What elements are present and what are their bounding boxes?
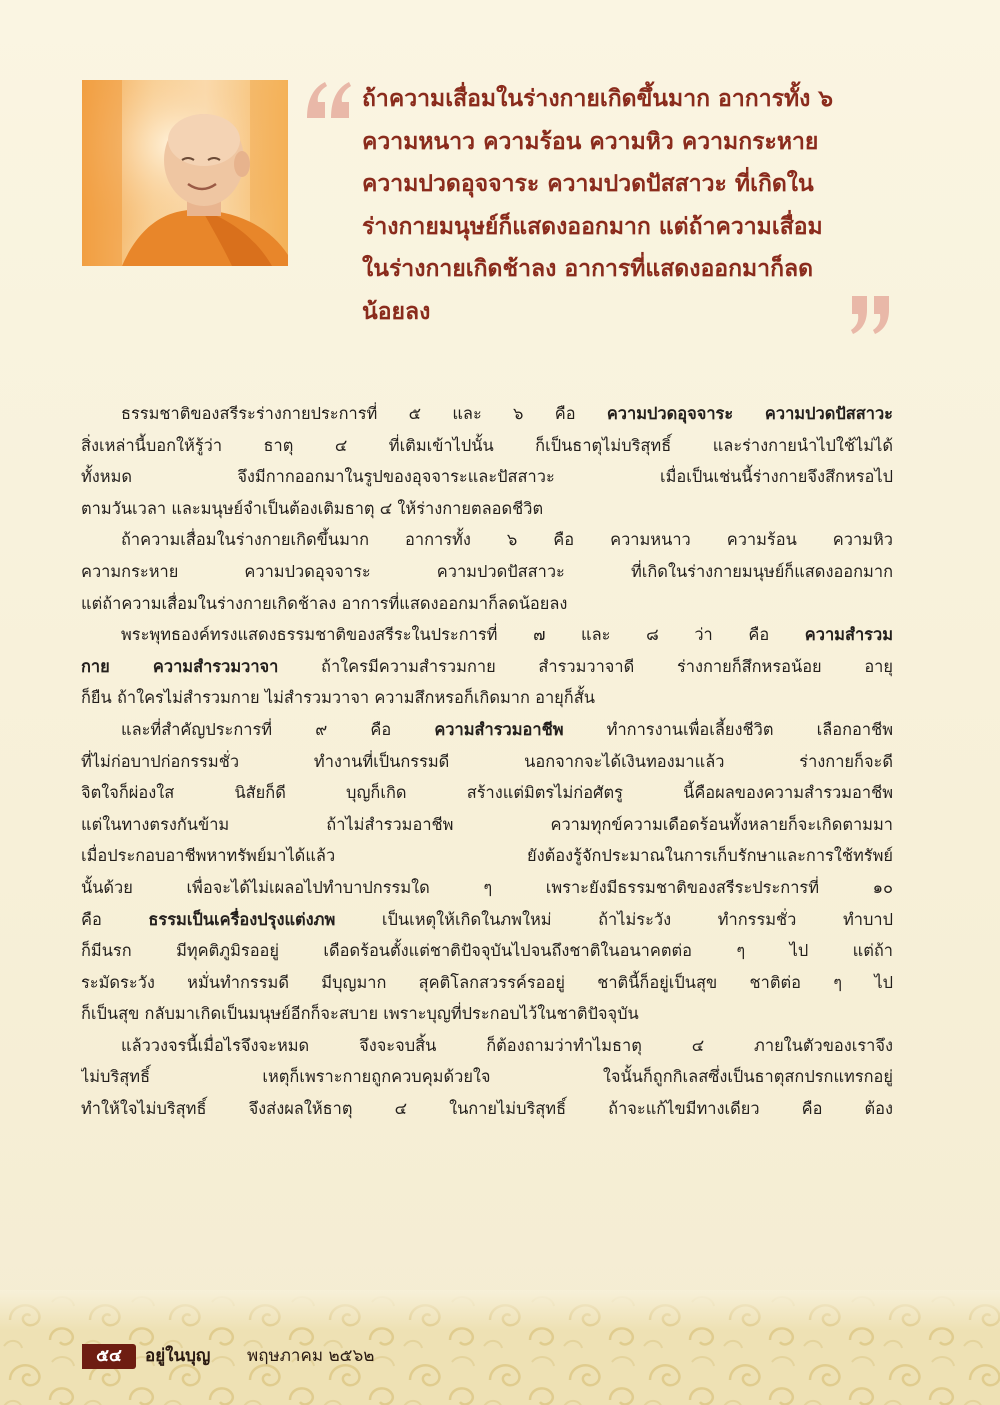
body-line: เมื่อประกอบอาชีพหาทรัพย์มาได้แล้ว ยังต้องรู้จักประมาณในการเก็บรักษาและการใช้ทรัพย์ bbox=[81, 846, 893, 866]
monk-portrait bbox=[82, 80, 288, 266]
body-line: ถ้าความเสื่อมในร่างกายเกิดขึ้นมาก อาการทั้ง ๖ คือ ความหนาว ความร้อน ความหิว bbox=[121, 530, 893, 550]
magazine-title: อยู่ในบุญ bbox=[145, 1346, 211, 1366]
body-text-span: และที่สำคัญประการที่ ๙ คือ bbox=[121, 719, 435, 739]
quote-line: ความหนาว ความร้อน ความหิว ความกระหาย bbox=[362, 128, 819, 155]
body-text-span: พระพุทธองค์ทรงแสดงธรรมชาติของสรีระในประการที่ ๗ และ ๘ ว่า คือ bbox=[121, 625, 805, 645]
body-line: ไม่บริสุทธิ์ เหตุก็เพราะกายถูกควบคุมด้วยใจ ใจนั้นก็ถูกกิเลสซึ่งเป็นธาตุสกปรกแทรกอยู่ bbox=[81, 1067, 893, 1087]
bold-term: ธรรมเป็นเครื่องปรุงแต่งภพ bbox=[148, 909, 336, 929]
body-line: ระมัดระวัง หมั่นทำกรรมดี มีบุญมาก สุคติโลกสวรรค์รออยู่ ชาตินี้ก็อยู่เป็นสุข ชาติต่อ ๆ ไป bbox=[81, 972, 893, 992]
body-line: ก็ยืน ถ้าใครไม่สำรวมกาย ไม่สำรวมวาจา ความสึกหรอก็เกิดมาก อายุก็สั้น bbox=[81, 688, 595, 708]
body-line: ความกระหาย ความปวดอุจจาระ ความปวดปัสสาวะ ที่เกิดในร่างกายมนุษย์ก็แสดงออกมาก bbox=[81, 561, 893, 581]
body-text-span: คือ bbox=[81, 909, 149, 929]
body-line: นั้นด้วย เพื่อจะได้ไม่เผลอไปทำบาปกรรมใด ๆ เพราะยังมีธรรมชาติของสรีระประการที่ ๑๐ bbox=[81, 877, 893, 897]
body-line: สิ่งเหล่านี้บอกให้รู้ว่า ธาตุ ๔ ที่เติมเข้าไปนั้น ก็เป็นธาตุไม่บริสุทธิ์ และร่างกายนำไปใช้ไม่ได้ bbox=[81, 435, 893, 455]
body-line bbox=[81, 651, 893, 683]
pull-quote bbox=[362, 78, 922, 334]
issue-date: พฤษภาคม ๒๕๖๒ bbox=[247, 1346, 375, 1366]
bold-term: ความปวดอุจจาระ ความปวดปัสสาวะ bbox=[606, 404, 893, 423]
body-line: ตามวันเวลา และมนุษย์จำเป็นต้องเติมธาตุ ๔ ให้ร่างกายตลอดชีวิต bbox=[81, 498, 544, 518]
body-line bbox=[81, 714, 893, 746]
open-quote-icon bbox=[303, 74, 353, 124]
body-line bbox=[81, 904, 893, 936]
body-line bbox=[81, 619, 893, 651]
body-text-span: ธรรมชาติของสรีระร่างกายประการที่ ๕ และ ๖ คือ bbox=[121, 404, 607, 423]
body-line: จิตใจก็ผ่องใส นิสัยก็ดี บุญก็เกิด สร้างแต่มิตรไม่ก่อศัตรู นี้คือผลของความสำรวมอาชีพ bbox=[81, 783, 893, 803]
article-body bbox=[81, 398, 893, 1125]
body-text-span: ถ้าใครมีความสำรวมกาย สำรวมวาจาดี ร่างกายก็สึกหรอน้อย อายุ bbox=[278, 656, 893, 676]
body-line: ก็มีนรก มีทุคติภูมิรออยู่ เดือดร้อนตั้งแต่ชาติปัจจุบันไปจนถึงชาติในอนาคตต่อ ๆ ไป แต่ถ้า bbox=[81, 941, 893, 961]
body-line: แต่ในทางตรงกันข้าม ถ้าไม่สำรวมอาชีพ ความทุกข์ความเดือดร้อนทั้งหลายก็จะเกิดตามมา bbox=[81, 814, 893, 834]
quote-line: ความปวดอุจจาระ ความปวดปัสสาวะ ที่เกิดใน bbox=[362, 171, 814, 198]
bold-term: กาย ความสำรวมวาจา bbox=[81, 656, 279, 676]
body-line: ก็เป็นสุข กลับมาเกิดเป็นมนุษย์อีกก็จะสบาย เพราะบุญที่ประกอบไว้ในชาติปัจจุบัน bbox=[81, 1004, 639, 1024]
page-number-badge: ๕๔ bbox=[82, 1344, 136, 1369]
quote-line: ในร่างกายเกิดช้าลง อาการที่แสดงออกมาก็ลด bbox=[362, 256, 814, 283]
quote-line: ร่างกายมนุษย์ก็แสดงออกมาก แต่ถ้าความเสื่อม bbox=[362, 213, 823, 240]
body-line: ทำให้ใจไม่บริสุทธิ์ จึงส่งผลให้ธาตุ ๔ ในกายไม่บริสุทธิ์ ถ้าจะแก้ไขมีทางเดียว คือ ต้อง bbox=[81, 1099, 893, 1119]
quote-line: ถ้าความเสื่อมในร่างกายเกิดขึ้นมาก อาการทั้ง ๖ bbox=[362, 86, 833, 112]
body-line: แล้ววงจรนี้เมื่อไรจึงจะหมด จึงจะจบสิ้น ก็ต้องถามว่าทำไมธาตุ ๔ ภายในตัวของเราจึง bbox=[121, 1035, 893, 1055]
body-line: ทั้งหมด จึงมีกากออกมาในรูปของอุจจาระและปัสสาวะ เมื่อเป็นเช่นนี้ร่างกายจึงสึกหรอไป bbox=[81, 467, 893, 487]
body-line: แต่ถ้าความเสื่อมในร่างกายเกิดช้าลง อาการที่แสดงออกมาก็ลดน้อยลง bbox=[81, 593, 568, 613]
body-line bbox=[81, 398, 893, 430]
body-text-span: ทำการงานเพื่อเลี้ยงชีวิต เลือกอาชีพ bbox=[563, 719, 893, 739]
quote-line: น้อยลง bbox=[362, 298, 431, 325]
bold-term: ความสำรวม bbox=[804, 625, 893, 645]
body-line: ที่ไม่ก่อบาปก่อกรรมชั่ว ทำงานที่เป็นกรรมดี นอกจากจะได้เงินทองมาแล้ว ร่างกายก็จะดี bbox=[81, 751, 893, 771]
body-text-span: เป็นเหตุให้เกิดในภพใหม่ ถ้าไม่ระวัง ทำกรรมชั่ว ทำบาป bbox=[335, 909, 893, 929]
bold-term: ความสำรวมอาชีพ bbox=[434, 719, 564, 739]
